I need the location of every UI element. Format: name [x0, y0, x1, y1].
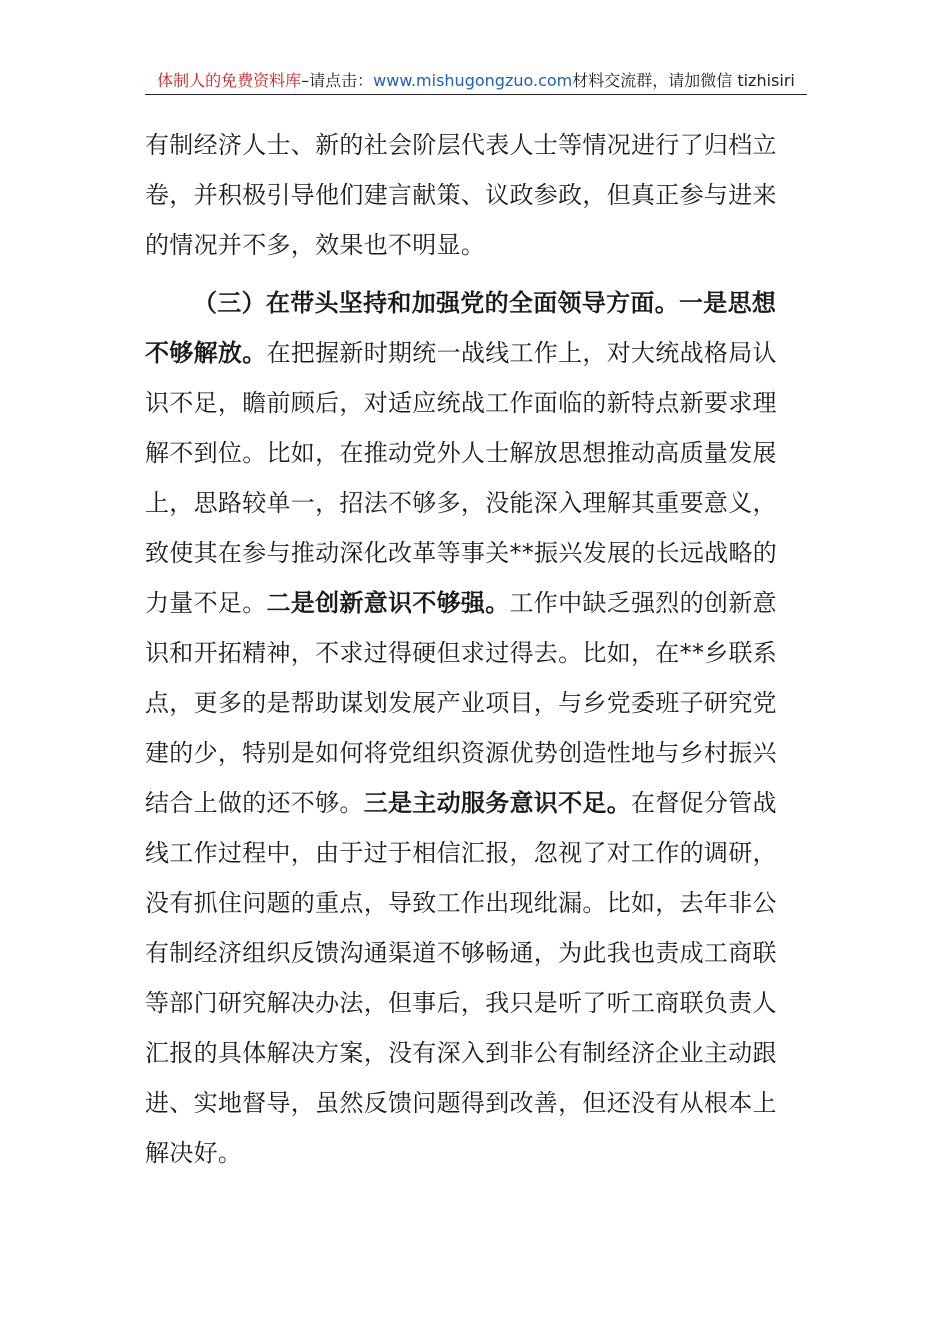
point-three-title: 三是主动服务意识不足。	[363, 789, 632, 817]
document-body	[145, 120, 795, 1178]
page-header	[145, 68, 807, 95]
header-tail: 材料交流群，请加微信 tizhisiri	[572, 71, 795, 90]
point-three-text: 在督促分管战线工作过程中，由于过于相信汇报，忽视了对工作的调研，没有抓住问题的重点，导致工作出现纰漏。比如，去年非公有制经济组织反馈沟通渠道不够畅通，为此我也责成工商联等部门研究解决办法，但事后，我只是听了听工商联负责人汇报的具体解决方案，没有深入到非公有制经济企业主动跟进、实地督导，虽然反馈问题得到改善，但还没有从根本上解决好。	[145, 789, 777, 1167]
section-heading: （三）在带头坚持和加强党的全面领导方面。	[193, 289, 679, 317]
point-two-title: 二是创新意识不够强。	[266, 589, 510, 617]
paragraph-section-three	[145, 278, 795, 1178]
point-one-text: 在把握新时期统一战线工作上，对大统战格局认识不足，瞻前顾后，对适应统战工作面临的新特点新要求理解不到位。比如，在推动党外人士解放思想推动高质量发展上，思路较单一，招法不够多，没能深入理解其重要意义，致使其在参与推动深化改革等事关**振兴发展的长远战略的力量不足。	[145, 339, 778, 617]
point-two-text: 工作中缺乏强烈的创新意识和开拓精神，不求过得硬但求过得去。比如，在**乡联系点，更多的是帮助谋划发展产业项目，与乡党委班子研究党建的少，特别是如何将党组织资源优势创造性地与乡村振兴结合上做的还不够。	[145, 589, 778, 817]
paragraph-continuation: 有制经济人士、新的社会阶层代表人士等情况进行了归档立卷，并积极引导他们建言献策、议政参政，但真正参与进来的情况并不多，效果也不明显。	[145, 131, 777, 259]
header-link[interactable]: www.mishugongzuo.com	[373, 71, 573, 90]
header-brand: 体制人的免费资料库	[157, 71, 302, 90]
header-prompt: –请点击：	[301, 71, 374, 90]
point-one-title: 一是思想不够解放。	[145, 289, 777, 367]
